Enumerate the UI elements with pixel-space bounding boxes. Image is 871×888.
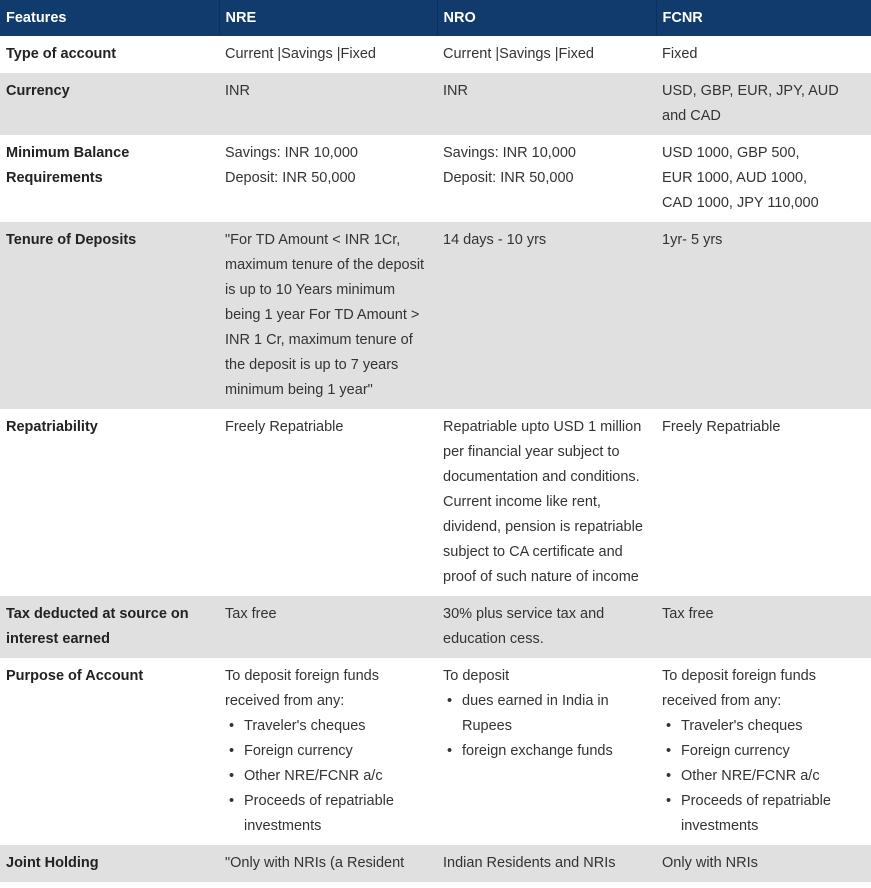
list-item: • dues earned in India in Rupees xyxy=(462,689,650,739)
feature-cell: Purpose of Account xyxy=(6,668,144,684)
nro-cell xyxy=(437,135,656,222)
list-item: • Proceeds of repatriable investments xyxy=(681,789,865,839)
list-item: • foreign exchange funds xyxy=(462,739,650,764)
feature-cell: Repatriability xyxy=(6,419,98,435)
feature-cell: Tax deducted at source on interest earned xyxy=(0,596,219,658)
fcnr-cell: USD, GBP, EUR, JPY, AUD and CAD xyxy=(656,73,871,135)
cell-intro: To deposit foreign funds received from any: xyxy=(225,668,379,709)
cell-line: CAD 1000, JPY 110,000 xyxy=(662,195,819,211)
header-nro: NRO xyxy=(437,0,656,36)
row-currency xyxy=(0,73,871,135)
nre-cell: "For TD Amount < INR 1Cr, maximum tenure of the deposit is up to 10 Years minimum being 1 year For TD Amount > INR 1 Cr, maximum tenure of the deposit is up to 7 years minimum being 1 year" xyxy=(219,222,437,409)
fcnr-cell: Fixed xyxy=(662,46,698,62)
fcnr-cell: Tax free xyxy=(656,596,871,658)
list-item: • Foreign currency xyxy=(244,739,431,764)
row-tenure-of-deposits xyxy=(0,222,871,409)
cell-line: Savings: INR 10,000 xyxy=(225,145,358,161)
feature-cell: Currency xyxy=(0,73,219,135)
list-item: • Proceeds of repatriable investments xyxy=(244,789,431,839)
feature-cell: Joint Holding xyxy=(0,845,219,882)
fcnr-cell xyxy=(656,658,871,845)
nro-cell: Indian Residents and NRIs xyxy=(437,845,656,882)
fcnr-cell: Freely Repatriable xyxy=(662,419,781,435)
nre-cell: Current |Savings |Fixed xyxy=(225,46,376,62)
list-item: • Traveler's cheques xyxy=(244,714,431,739)
row-tax-deducted xyxy=(0,596,871,658)
nro-cell: Current |Savings |Fixed xyxy=(443,46,594,62)
cell-intro: To deposit foreign funds received from any: xyxy=(662,668,816,709)
list-item: • Other NRE/FCNR a/c xyxy=(681,764,865,789)
nre-cell: INR xyxy=(219,73,437,135)
list-item: • Traveler's cheques xyxy=(681,714,865,739)
nro-cell: 14 days - 10 yrs xyxy=(437,222,656,409)
nre-cell xyxy=(219,135,437,222)
nro-cell: Repatriable upto USD 1 million per financial year subject to documentation and conditions. Current income like rent, dividend, pension is repatriable subject to CA certificate and proof of such nature of income xyxy=(443,419,643,585)
feature-cell: Minimum Balance Requirements xyxy=(6,145,130,186)
feature-cell: Tenure of Deposits xyxy=(0,222,219,409)
fcnr-cell xyxy=(656,135,871,222)
cell-intro: To deposit xyxy=(443,668,510,684)
bullet-list xyxy=(443,689,650,764)
list-item: • Foreign currency xyxy=(681,739,865,764)
row-minimum-balance xyxy=(0,135,871,222)
cell-line: USD 1000, GBP 500, xyxy=(662,145,800,161)
nro-cell: INR xyxy=(437,73,656,135)
cell-line: Savings: INR 10,000 xyxy=(443,145,576,161)
header-row xyxy=(0,0,871,36)
nre-cell: Freely Repatriable xyxy=(225,419,344,435)
fcnr-cell: 1yr- 5 yrs xyxy=(656,222,871,409)
row-type-of-account xyxy=(0,36,871,73)
feature-cell: Type of account xyxy=(6,46,117,62)
cell-line: EUR 1000, AUD 1000, xyxy=(662,170,808,186)
list-item: • Other NRE/FCNR a/c xyxy=(244,764,431,789)
nre-cell: "Only with NRIs (a Resident xyxy=(219,845,437,882)
row-joint-holding xyxy=(0,845,871,882)
nre-cell: Tax free xyxy=(219,596,437,658)
cell-line: Deposit: INR 50,000 xyxy=(225,170,356,186)
fcnr-cell: Only with NRIs xyxy=(656,845,871,882)
header-fcnr: FCNR xyxy=(656,0,871,36)
nre-cell xyxy=(219,658,437,845)
row-repatriability xyxy=(0,409,871,596)
nro-cell xyxy=(437,658,656,845)
bullet-list xyxy=(662,714,865,839)
bullet-list xyxy=(225,714,431,839)
row-purpose-of-account xyxy=(0,658,871,845)
nro-cell: 30% plus service tax and education cess. xyxy=(437,596,656,658)
header-features: Features xyxy=(0,0,219,36)
header-nre: NRE xyxy=(219,0,437,36)
cell-line: Deposit: INR 50,000 xyxy=(443,170,574,186)
